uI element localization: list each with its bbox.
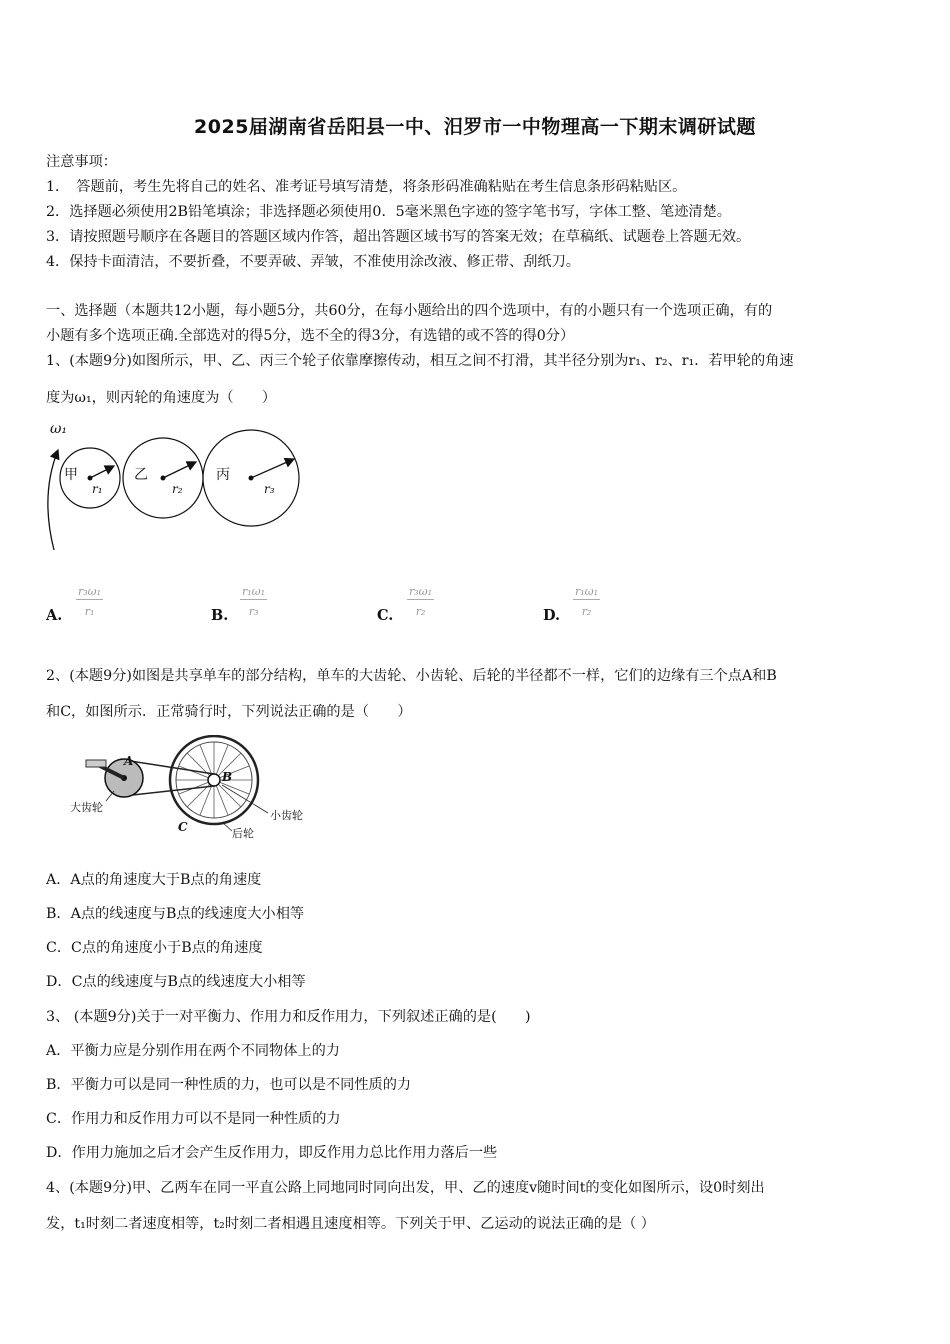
notice-item: 4．保持卡面清洁，不要折叠，不要弄破、弄皱，不准使用涂改液、修正带、刮纸刀。 — [46, 254, 580, 270]
radius-label-2: r₂ — [172, 482, 183, 496]
q3-option-a: A．平衡力应是分别作用在两个不同物体上的力 — [46, 1043, 340, 1059]
q2-bicycle-figure — [66, 735, 326, 845]
point-a-label: A — [124, 754, 134, 768]
q1-option-b-label: B. — [211, 607, 229, 624]
rear-wheel-label: 后轮 — [232, 827, 254, 840]
q1-option-c-label: C. — [377, 607, 394, 624]
small-gear-label: 小齿轮 — [270, 809, 303, 822]
q2-option-d: D．C点的线速度与B点的线速度大小相等 — [46, 974, 306, 990]
radius-label-3: r₃ — [264, 482, 275, 496]
q1-option-d-label: D. — [543, 607, 561, 624]
q1-option-c-fraction: $\frac{\text{r₃ω₁}}{\text{r₂}}$ — [409, 585, 433, 618]
q2-stem: 2、(本题9分)如图是共享单车的部分结构，单车的大齿轮、小齿轮、后轮的半径都不一样，它们的边缘有三个点A和B — [46, 668, 777, 684]
notice-heading: 注意事项： — [46, 154, 117, 170]
q3-option-d: D．作用力施加之后才会产生反作用力，即反作用力总比作用力落后一些 — [46, 1145, 498, 1161]
omega-label: ω₁ — [50, 421, 68, 437]
q2-stem-cont: 和C，如图所示．正常骑行时，下列说法正确的是（ ） — [46, 704, 412, 720]
notice-item: 1． 答题前，考生先将自己的姓名、准考证号填写清楚，将条形码准确粘贴在考生信息条形码粘贴区。 — [46, 179, 687, 195]
section-heading-cont: 小题有多个选项正确.全部选对的得5分，选不全的得3分，有选错的或不答的得0分） — [46, 328, 575, 344]
q3-option-c: C．作用力和反作用力可以不是同一种性质的力 — [46, 1111, 341, 1127]
big-gear-label: 大齿轮 — [70, 801, 103, 814]
q1-option-a-label: A. — [46, 607, 63, 624]
q1-stem: 1、(本题9分)如图所示，甲、乙、丙三个轮子依靠摩擦传动，相互之间不打滑，其半径分别为r₁、r₂、r₁．若甲轮的角速 — [46, 353, 794, 369]
point-c-label: C — [178, 820, 188, 834]
point-b-label: B — [222, 770, 233, 784]
wheel-label-yi: 乙 — [134, 467, 148, 483]
q1-wheels-figure — [40, 415, 310, 560]
q1-option-a-fraction: $\frac{\text{r₃ω₁}}{\text{r₁}}$ — [78, 585, 102, 618]
section-heading: 一、选择题（本题共12小题，每小题5分，共60分，在每小题给出的四个选项中，有的小题只有一个选项正确，有的 — [46, 303, 773, 319]
page-title: 2025届湖南省岳阳县一中、汨罗市一中物理高一下期末调研试题 — [194, 116, 756, 138]
q2-option-c: C．C点的角速度小于B点的角速度 — [46, 940, 263, 956]
q3-option-b: B．平衡力可以是同一种性质的力，也可以是不同性质的力 — [46, 1077, 412, 1093]
wheel-label-jia: 甲 — [64, 467, 78, 483]
notice-item: 2．选择题必须使用2B铅笔填涂；非选择题必须使用0．5毫米黑色字迹的签字笔书写，字体工整、笔迹清楚。 — [46, 204, 731, 220]
q2-option-b: B．A点的线速度与B点的线速度大小相等 — [46, 906, 305, 922]
q1-option-b-fraction: $\frac{\text{r₁ω₁}}{\text{r₃}}$ — [242, 585, 266, 618]
notice-item: 3．请按照题号顺序在各题目的答题区域内作答，超出答题区域书写的答案无效；在草稿纸、试题卷上答题无效。 — [46, 229, 751, 245]
q4-stem: 4、(本题9分)甲、乙两车在同一平直公路上同地同时同向出发，甲、乙的速度v随时间t的变化如图所示，设0时刻出 — [46, 1180, 765, 1196]
wheel-label-bing: 丙 — [216, 467, 230, 483]
rotation-arrow — [48, 450, 58, 550]
small-gear — [208, 774, 220, 786]
q1-option-d-fraction: $\frac{\text{r₁ω₁}}{\text{r₂}}$ — [575, 585, 599, 618]
q3-stem: 3、 (本题9分)关于一对平衡力、作用力和反作用力，下列叙述正确的是( ) — [46, 1009, 531, 1025]
radius-label-1: r₁ — [92, 482, 103, 496]
q4-stem-cont: 发，t₁时刻二者速度相等，t₂时刻二者相遇且速度相等。下列关于甲、乙运动的说法正确的是（ ） — [46, 1216, 655, 1232]
q1-stem-cont: 度为ω₁，则丙轮的角速度为（ ） — [46, 390, 277, 406]
q2-option-a: A．A点的角速度大于B点的角速度 — [46, 872, 262, 888]
